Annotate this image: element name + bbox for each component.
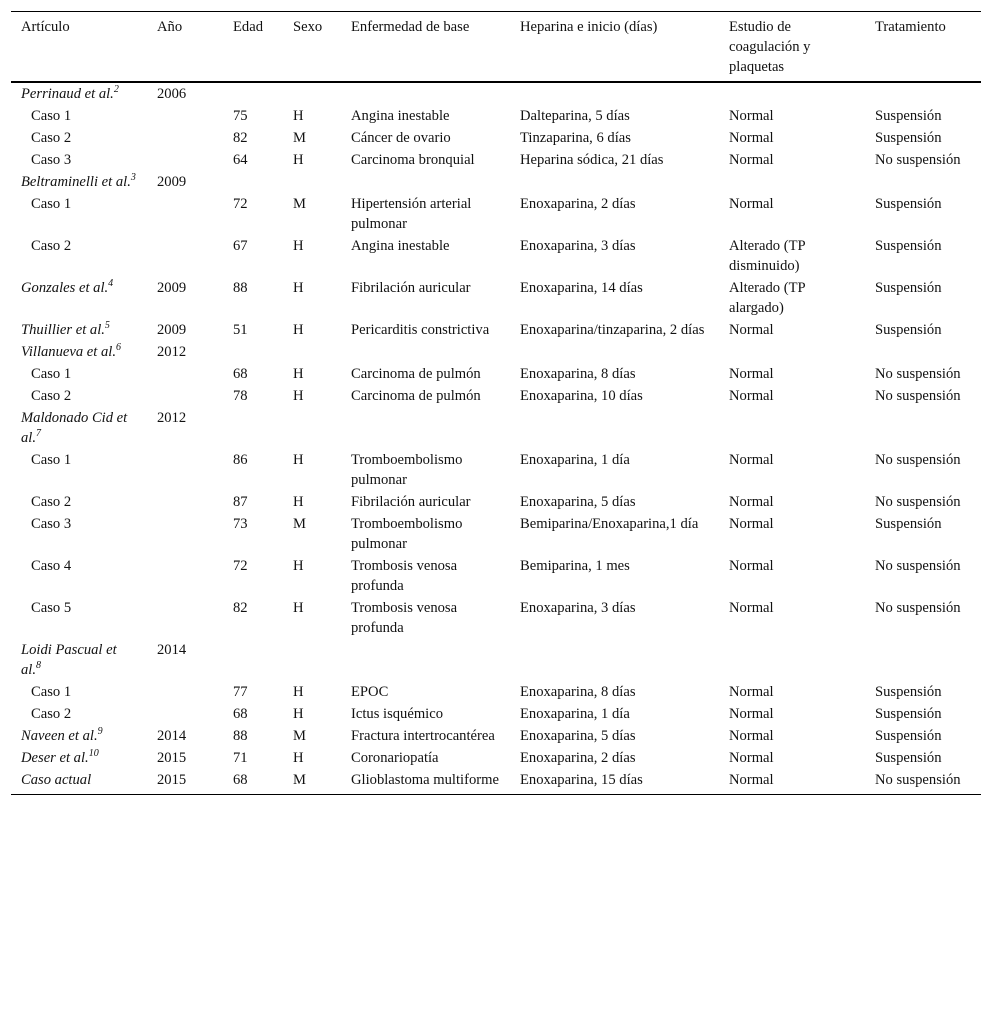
sex-cell: H <box>293 452 304 468</box>
heparin-cell: Enoxaparina, 1 día <box>520 706 630 722</box>
empty-cell <box>223 341 283 363</box>
article-row <box>11 407 981 449</box>
disease-cell: Tromboembolismo pulmonar <box>351 452 463 488</box>
year-cell <box>147 385 223 407</box>
sex-cell: H <box>293 750 304 766</box>
header-year: Año <box>147 12 223 83</box>
empty-cell <box>719 341 865 363</box>
treatment-cell: Suspensión <box>875 196 942 212</box>
empty-cell <box>283 171 341 193</box>
case-label: Caso 3 <box>31 516 72 532</box>
empty-cell <box>283 639 341 681</box>
case-label: Caso 3 <box>31 152 72 168</box>
heparin-cell: Enoxaparina, 1 día <box>520 452 630 468</box>
treatment-cell: Suspensión <box>875 750 942 766</box>
coagulation-cell: Alterado (TP alargado) <box>729 280 806 316</box>
disease-cell: Tromboembolismo pulmonar <box>351 516 463 552</box>
sex-cell: H <box>293 684 304 700</box>
reference-number: 8 <box>36 660 41 672</box>
header-treatment: Tratamiento <box>865 12 981 83</box>
table-body <box>11 82 981 795</box>
reference-number: 7 <box>36 428 41 440</box>
empty-cell <box>865 82 981 105</box>
year-cell <box>147 127 223 149</box>
coagulation-cell: Normal <box>729 388 774 404</box>
heparin-cell: Bemiparina, 1 mes <box>520 558 630 574</box>
year-cell: 2009 <box>157 174 187 190</box>
case-row <box>11 449 981 491</box>
coagulation-cell: Normal <box>729 152 774 168</box>
empty-cell <box>341 407 510 449</box>
treatment-cell: No suspensión <box>875 600 961 616</box>
case-row <box>11 149 981 171</box>
treatment-cell: No suspensión <box>875 388 961 404</box>
heparin-cell: Enoxaparina, 14 días <box>520 280 643 296</box>
sex-cell: H <box>293 322 304 338</box>
disease-cell: EPOC <box>351 684 389 700</box>
empty-cell <box>223 171 283 193</box>
treatment-cell: No suspensión <box>875 494 961 510</box>
treatment-cell: Suspensión <box>875 280 942 296</box>
empty-cell <box>341 341 510 363</box>
age-cell: 88 <box>233 728 248 744</box>
sex-cell: H <box>293 388 304 404</box>
year-cell: 2009 <box>157 280 187 296</box>
sex-cell: H <box>293 600 304 616</box>
case-row <box>11 597 981 639</box>
treatment-cell: Suspensión <box>875 728 942 744</box>
coagulation-cell: Normal <box>729 558 774 574</box>
empty-cell <box>865 171 981 193</box>
disease-cell: Fractura intertrocantérea <box>351 728 495 744</box>
treatment-cell: No suspensión <box>875 452 961 468</box>
article-name: Gonzales et al. <box>21 280 109 296</box>
disease-cell: Angina inestable <box>351 238 450 254</box>
age-cell: 71 <box>233 750 248 766</box>
treatment-cell: Suspensión <box>875 684 942 700</box>
treatment-cell: Suspensión <box>875 108 942 124</box>
empty-cell <box>341 82 510 105</box>
article-name: Perrinaud et al. <box>21 86 114 102</box>
reference-number: 10 <box>88 748 99 760</box>
year-cell <box>147 235 223 277</box>
disease-cell: Carcinoma de pulmón <box>351 388 481 404</box>
empty-cell <box>510 639 719 681</box>
age-cell: 77 <box>233 684 248 700</box>
disease-cell: Carcinoma de pulmón <box>351 366 481 382</box>
heparin-cell: Tinzaparina, 6 días <box>520 130 631 146</box>
heparin-cell: Enoxaparina, 15 días <box>510 769 719 795</box>
coagulation-cell: Normal <box>729 108 774 124</box>
year-cell: 2015 <box>157 750 187 766</box>
year-cell: 2012 <box>157 410 187 426</box>
coagulation-cell: Normal <box>729 366 774 382</box>
article-row <box>11 747 981 769</box>
case-row <box>11 235 981 277</box>
article-cell <box>11 747 147 769</box>
coagulation-cell: Normal <box>729 130 774 146</box>
case-label: Caso 2 <box>31 388 72 404</box>
article-cell <box>11 277 147 319</box>
reference-number: 9 <box>97 726 103 738</box>
header-coagulation: Estudio de coagulación y plaquetas <box>719 12 865 83</box>
case-row <box>11 385 981 407</box>
article-row <box>11 277 981 319</box>
treatment-cell: No suspensión <box>875 558 961 574</box>
year-cell <box>147 491 223 513</box>
year-cell <box>147 597 223 639</box>
case-label: Caso 1 <box>31 366 72 382</box>
case-label: Caso 1 <box>31 684 72 700</box>
case-row <box>11 703 981 725</box>
case-label: Caso 2 <box>31 238 72 254</box>
sex-cell: M <box>283 769 341 795</box>
coagulation-cell: Normal <box>729 452 774 468</box>
empty-cell <box>719 407 865 449</box>
empty-cell <box>719 639 865 681</box>
sex-cell: H <box>293 152 304 168</box>
treatment-cell: Suspensión <box>875 130 942 146</box>
sex-cell: M <box>293 196 306 212</box>
case-label: Caso 4 <box>31 558 72 574</box>
year-cell <box>147 513 223 555</box>
case-row <box>11 105 981 127</box>
case-label: Caso 1 <box>31 108 72 124</box>
treatment-cell: No suspensión <box>875 366 961 382</box>
article-name: Thuillier et al. <box>21 322 105 338</box>
heparin-cell: Enoxaparina, 5 días <box>520 494 636 510</box>
year-cell <box>147 449 223 491</box>
age-cell: 87 <box>233 494 248 510</box>
age-cell: 68 <box>233 366 248 382</box>
sex-cell: H <box>293 558 304 574</box>
age-cell: 88 <box>233 280 248 296</box>
case-row <box>11 193 981 235</box>
age-cell: 75 <box>233 108 248 124</box>
case-label: Caso 1 <box>31 452 72 468</box>
disease-cell: Ictus isquémico <box>351 706 444 722</box>
heparin-cell: Dalteparina, 5 días <box>520 108 630 124</box>
empty-cell <box>719 82 865 105</box>
age-cell: 82 <box>233 600 248 616</box>
sex-cell: H <box>293 706 304 722</box>
empty-cell <box>865 407 981 449</box>
sex-cell: H <box>293 366 304 382</box>
article-name: Beltraminelli et al. <box>21 174 131 190</box>
year-cell <box>147 105 223 127</box>
article-row <box>11 725 981 747</box>
case-label: Caso 2 <box>31 494 72 510</box>
coagulation-cell: Normal <box>729 706 774 722</box>
article-name: Loidi Pascual et al. <box>21 642 117 678</box>
empty-cell <box>719 171 865 193</box>
article-row <box>11 769 981 795</box>
heparin-cell: Bemiparina/Enoxaparina,1 día <box>520 516 699 532</box>
disease-cell: Trombosis venosa profunda <box>351 558 458 594</box>
year-cell: 2006 <box>157 86 187 102</box>
year-cell <box>147 193 223 235</box>
empty-cell <box>510 407 719 449</box>
header-article: Artículo <box>11 12 147 83</box>
article-name: Caso actual <box>21 772 92 788</box>
coagulation-cell: Normal <box>729 684 774 700</box>
header-age: Edad <box>223 12 283 83</box>
empty-cell <box>341 171 510 193</box>
disease-cell: Carcinoma bronquial <box>351 152 475 168</box>
disease-cell: Coronariopatía <box>351 750 439 766</box>
disease-cell: Cáncer de ovario <box>351 130 451 146</box>
age-cell: 67 <box>233 238 248 254</box>
case-report-table <box>11 11 981 795</box>
coagulation-cell: Normal <box>729 750 774 766</box>
year-cell <box>147 555 223 597</box>
reference-number: 3 <box>130 172 136 184</box>
sex-cell: H <box>293 280 304 296</box>
heparin-cell: Enoxaparina, 8 días <box>520 684 636 700</box>
header-row <box>11 12 981 83</box>
article-cell <box>11 82 147 105</box>
treatment-cell: Suspensión <box>875 516 942 532</box>
disease-cell: Hipertensión arterial pulmonar <box>351 196 472 232</box>
treatment-cell: No suspensión <box>875 152 961 168</box>
case-row <box>11 491 981 513</box>
case-row <box>11 127 981 149</box>
article-cell <box>11 639 147 681</box>
case-row <box>11 513 981 555</box>
empty-cell <box>283 82 341 105</box>
age-cell: 68 <box>233 706 248 722</box>
year-cell: 2012 <box>157 344 187 360</box>
disease-cell: Glioblastoma multiforme <box>341 769 510 795</box>
article-cell <box>11 769 147 795</box>
sex-cell: H <box>293 108 304 124</box>
coagulation-cell: Normal <box>729 322 774 338</box>
empty-cell <box>223 82 283 105</box>
sex-cell: H <box>293 238 304 254</box>
reference-number: 4 <box>108 278 114 290</box>
heparin-cell: Enoxaparina, 2 días <box>520 750 636 766</box>
treatment-cell: Suspensión <box>875 706 942 722</box>
age-cell: 72 <box>233 196 248 212</box>
age-cell: 64 <box>233 152 248 168</box>
case-label: Caso 2 <box>31 130 72 146</box>
empty-cell <box>510 171 719 193</box>
case-row <box>11 555 981 597</box>
sex-cell: M <box>293 728 306 744</box>
coagulation-cell: Normal <box>729 494 774 510</box>
disease-cell: Angina inestable <box>351 108 450 124</box>
article-name: Deser et al. <box>21 750 89 766</box>
article-row <box>11 639 981 681</box>
case-label: Caso 5 <box>31 600 72 616</box>
sex-cell: M <box>293 130 306 146</box>
reference-number: 5 <box>104 320 110 332</box>
coagulation-cell: Normal <box>719 769 865 795</box>
heparin-cell: Enoxaparina, 3 días <box>520 600 636 616</box>
article-cell <box>11 171 147 193</box>
article-row <box>11 82 981 105</box>
empty-cell <box>283 407 341 449</box>
case-row <box>11 363 981 385</box>
article-cell <box>11 319 147 341</box>
year-cell: 2009 <box>157 322 187 338</box>
header-disease: Enfermedad de base <box>341 12 510 83</box>
article-name: Villanueva et al. <box>21 344 116 360</box>
heparin-cell: Enoxaparina/tinzaparina, 2 días <box>520 322 705 338</box>
heparin-cell: Enoxaparina, 8 días <box>520 366 636 382</box>
coagulation-cell: Alterado (TP disminuido) <box>729 238 806 274</box>
heparin-cell: Enoxaparina, 2 días <box>520 196 636 212</box>
year-cell: 2014 <box>157 642 187 658</box>
age-cell: 51 <box>233 322 248 338</box>
year-cell <box>147 681 223 703</box>
disease-cell: Trombosis venosa profunda <box>351 600 458 636</box>
empty-cell <box>865 341 981 363</box>
case-label: Caso 2 <box>31 706 72 722</box>
case-row <box>11 681 981 703</box>
year-cell <box>147 703 223 725</box>
empty-cell <box>510 82 719 105</box>
year-cell: 2014 <box>157 728 187 744</box>
age-cell: 73 <box>233 516 248 532</box>
disease-cell: Pericarditis constrictiva <box>351 322 490 338</box>
coagulation-cell: Normal <box>729 516 774 532</box>
header-sex: Sexo <box>283 12 341 83</box>
empty-cell <box>283 341 341 363</box>
year-cell <box>147 149 223 171</box>
article-cell <box>11 341 147 363</box>
article-row <box>11 171 981 193</box>
treatment-cell: No suspensión <box>865 769 981 795</box>
empty-cell <box>510 341 719 363</box>
article-name: Maldonado Cid et al. <box>21 410 128 446</box>
empty-cell <box>223 407 283 449</box>
coagulation-cell: Normal <box>729 600 774 616</box>
heparin-cell: Enoxaparina, 5 días <box>520 728 636 744</box>
header-heparin: Heparina e inicio (días) <box>510 12 719 83</box>
article-row <box>11 319 981 341</box>
treatment-cell: Suspensión <box>875 238 942 254</box>
heparin-cell: Heparina sódica, 21 días <box>520 152 664 168</box>
year-cell: 2015 <box>147 769 223 795</box>
article-name: Naveen et al. <box>21 728 98 744</box>
year-cell <box>147 363 223 385</box>
disease-cell: Fibrilación auricular <box>351 494 471 510</box>
treatment-cell: Suspensión <box>875 322 942 338</box>
empty-cell <box>223 639 283 681</box>
coagulation-cell: Normal <box>729 196 774 212</box>
age-cell: 68 <box>223 769 283 795</box>
article-cell <box>11 407 147 449</box>
age-cell: 86 <box>233 452 248 468</box>
article-cell <box>11 725 147 747</box>
sex-cell: H <box>293 494 304 510</box>
empty-cell <box>341 639 510 681</box>
age-cell: 78 <box>233 388 248 404</box>
coagulation-cell: Normal <box>729 728 774 744</box>
age-cell: 72 <box>233 558 248 574</box>
article-row <box>11 341 981 363</box>
empty-cell <box>865 639 981 681</box>
heparin-cell: Enoxaparina, 3 días <box>520 238 636 254</box>
disease-cell: Fibrilación auricular <box>351 280 471 296</box>
reference-number: 6 <box>115 342 121 354</box>
reference-number: 2 <box>113 84 119 96</box>
sex-cell: M <box>293 516 306 532</box>
case-label: Caso 1 <box>31 196 72 212</box>
age-cell: 82 <box>233 130 248 146</box>
heparin-cell: Enoxaparina, 10 días <box>520 388 643 404</box>
